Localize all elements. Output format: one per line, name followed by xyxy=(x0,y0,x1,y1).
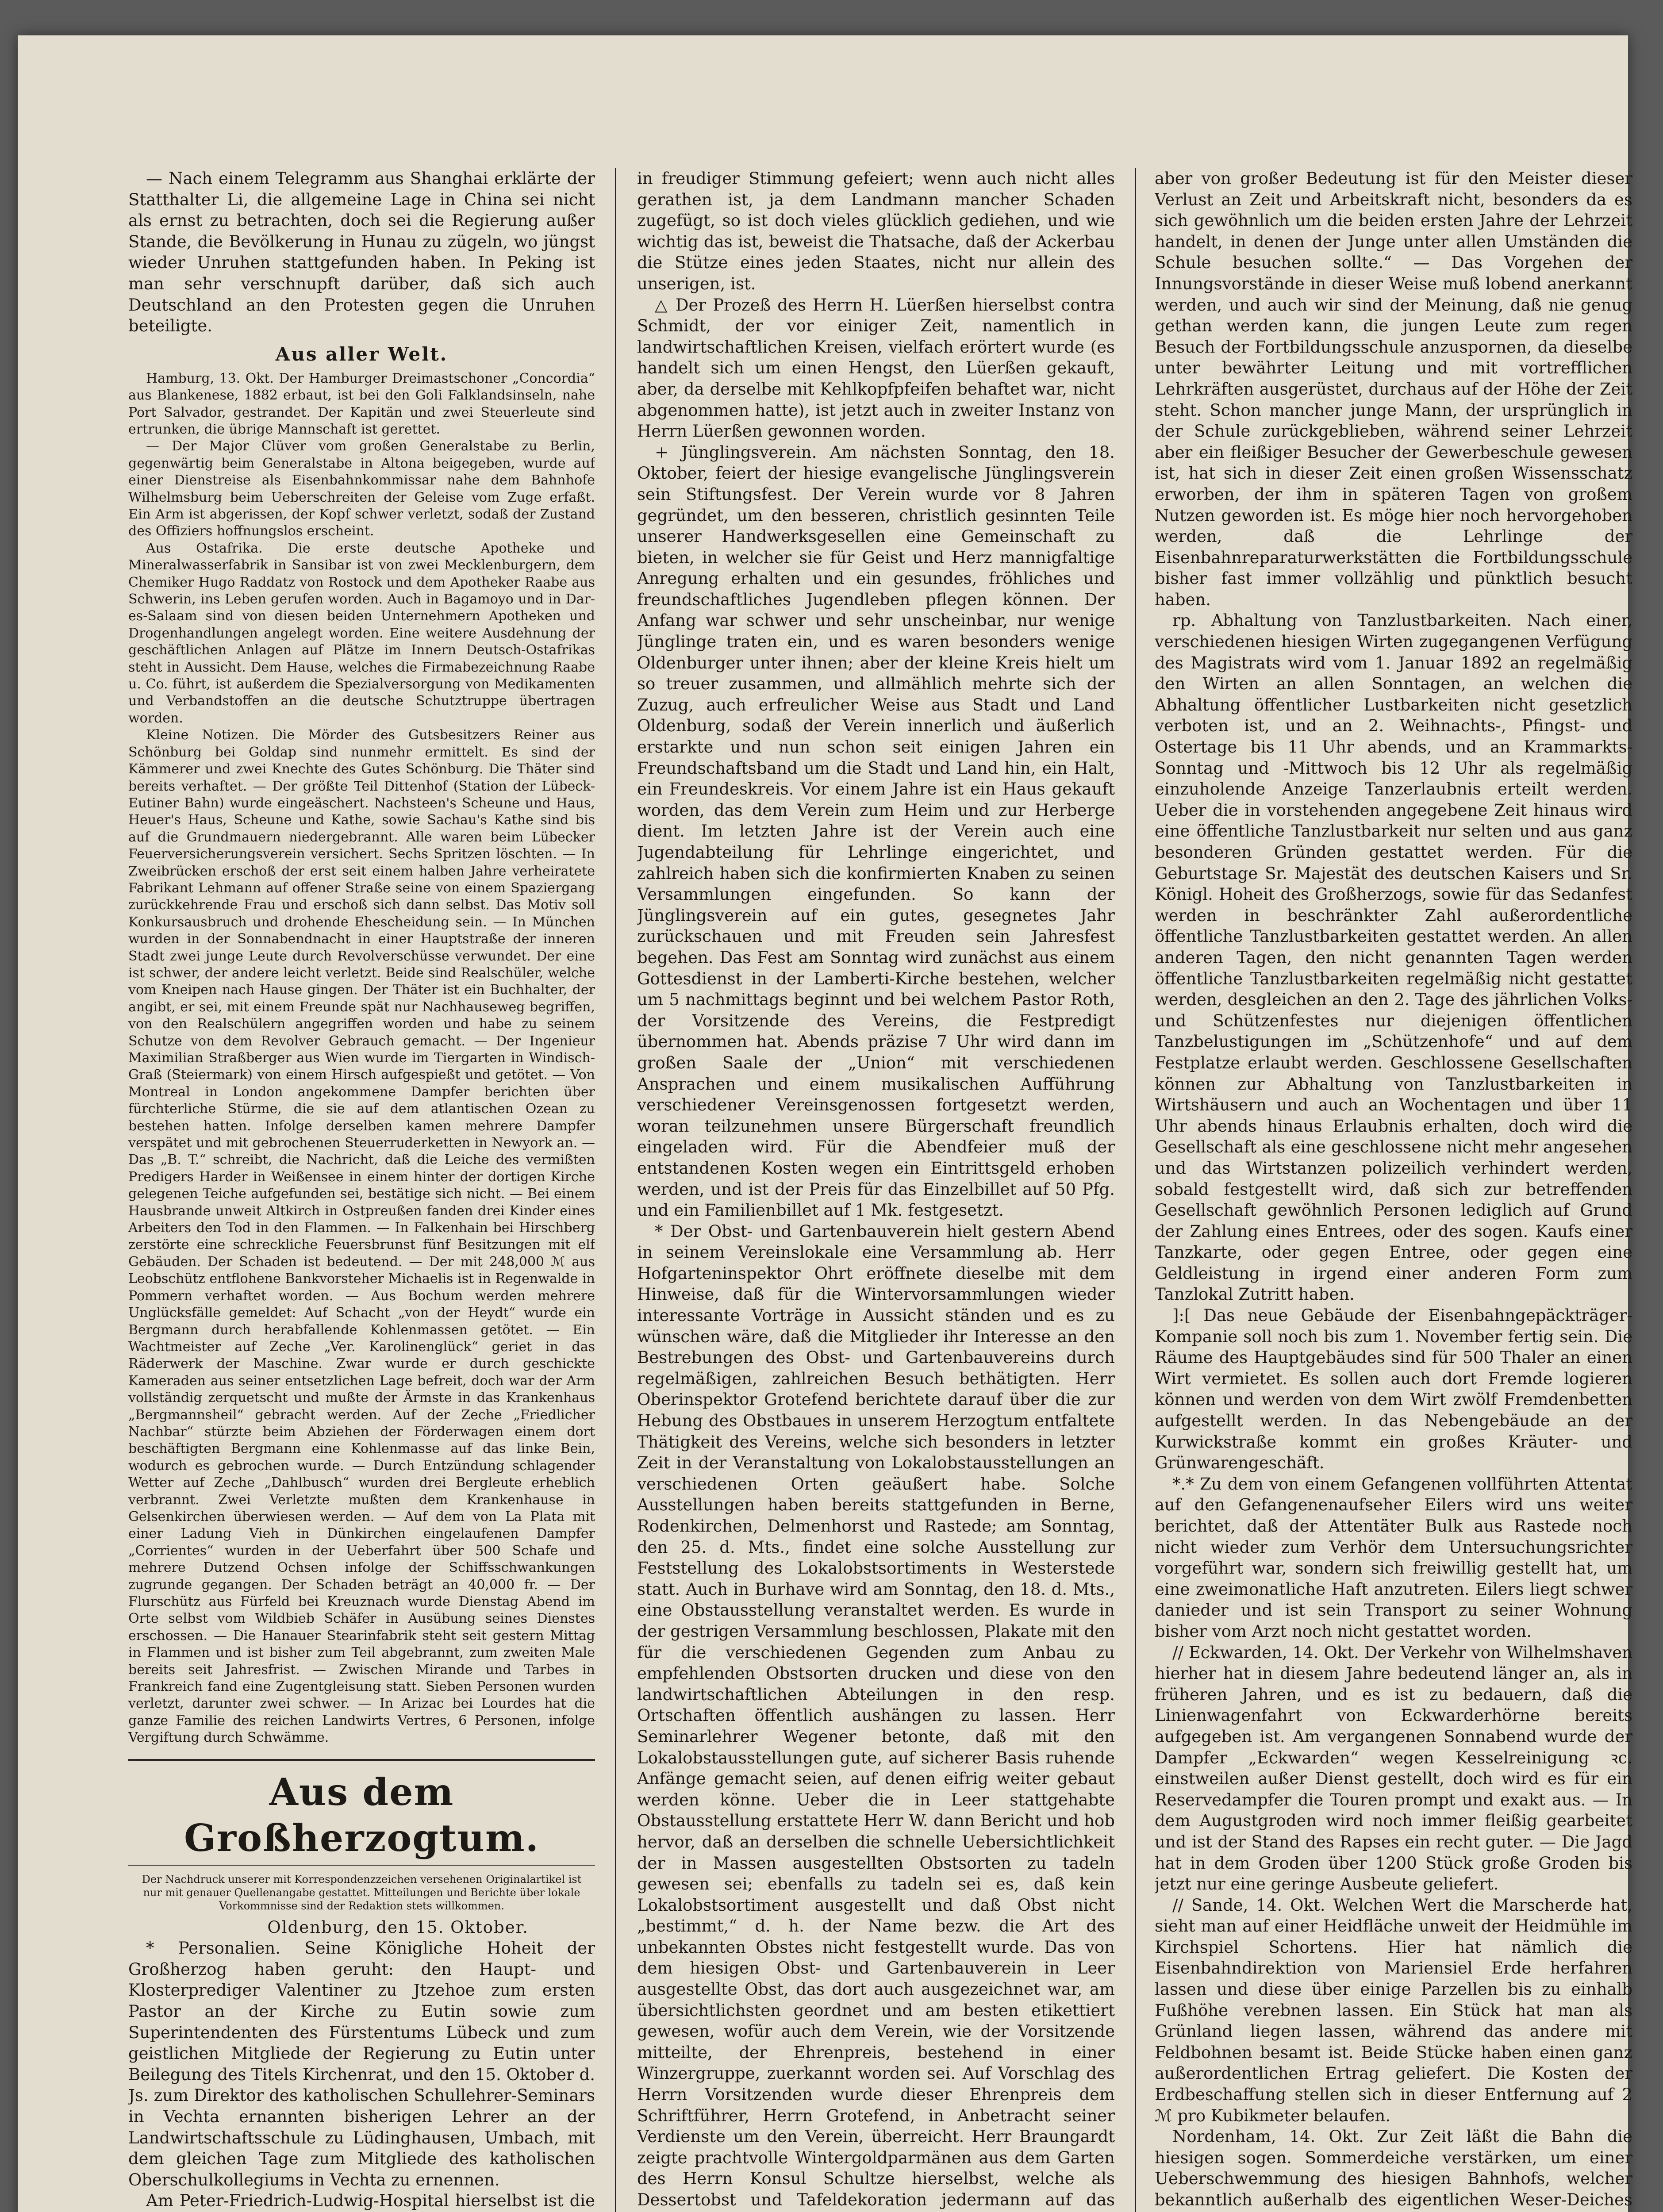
column-left xyxy=(128,168,595,2212)
section-heading-aus-aller-welt: Aus aller Welt. xyxy=(275,343,448,365)
article-personalien: * Personalien. Seine Königliche Hoheit der Großherzog haben geruht: den Haupt- und Klosterprediger Valentiner zu Jtzehoe zum ersten Pastor an der Kirche zu Eutin sowie zum Superintendenten des Fürstentums Lübeck und zum geistlichen Mitgliede der Regierung zu Eutin unter Beilegung des Titels Kirchenrat, und den 15. Oktober d. Js. zum Direktor des katholischen Schullehrer-Seminars in Vechta ernannten bisherigen Lehrer an der Landwirtschaftsschule zu Lüdinghausen, Umbach, mit dem gleichen Tage zum Mitgliede des katholischen Oberschulkollegiums in Vechta zu ernennen. xyxy=(128,1939,595,2189)
article-tanzlustbarkeiten: rp. Abhaltung von Tanzlustbarkeiten. Nach einer, verschiedenen hiesigen Wirten zugegangenen Verfügung des Magistrats wird vom 1. Januar 1892 an regelmäßig den Wirten an allen Sonntagen, an welchen die Abhaltung öffentlicher Lustbarkeiten nicht gesetzlich verboten ist, und an 2. Weihnachts-, Pfingst- und Ostertage bis 11 Uhr abends, und an Krammarkts-Sonntag und -Mittwoch bis 12 Uhr als regelmäßig einzuholende Anzeige Tanzerlaubnis erteilt werden. Ueber die in vorstehenden angegebene Zeit hinaus wird eine öffentliche Tanzlustbarkeit nur selten und aus ganz besonderen Gründen gestattet werden. Für die Geburtstage Sr. Majestät des deutschen Kaisers und Sr. Königl. Hoheit des Großherzogs, sowie für das Sedanfest werden in beschränkter Zahl außerordentliche öffentliche Tanzlustbarkeiten gestattet werden. An allen anderen Tagen, den nicht genannten Tagen werden öffentliche Tanzlustbarkeiten regelmäßig nicht gestattet werden, desgleichen an den 2. Tage des jährlichen Volks- und Schützenfestes nur diejenigen öffentlichen Tanzbelustigungen im „Schützenhofe“ und auf dem Festplatze erlaubt werden. Geschlossene Gesellschaften können zur Abhaltung von Tanzlustbarkeiten in Wirtshäusern und auch an Wochentagen und über 11 Uhr abends hinaus Erlaubnis erhalten, doch wird die Gesellschaft als eine geschlossene nicht mehr angesehen und das Wirtstanzen polizeilich verhindert werden, sobald festgestellt wird, daß sich zur betreffenden Gesellschaft gewöhnlich Personen lediglich auf Grund der Zahlung eines Entrees, oder des sogen. Kaufs einer Tanzkarte, oder gegen Entree, oder gegen eine Geldleistung in irgend einer anderen Form zum Tanzlokal Zutritt haben. xyxy=(1155,611,1632,1304)
article-nordenham: Nordenham, 14. Okt. Zur Zeit läßt die Bahn die hiesigen sogen. Sommerdeiche verstärken, um einer Ueberschwemmung des hiesigen Bahnhofs, welcher bekanntlich außerhalb des eigentlichen Weser-Deiches xyxy=(1155,2127,1632,2209)
reprint-notice: Der Nachdruck unserer mit Korrespondenzzeichen versehenen Originalartikel ist nur mit genauer Quellenangabe gestattet. Mitteilungen und Berichte über lokale Vorkommnisse sind der Redaktion stets willkommen. xyxy=(142,1873,582,1912)
article-hamburg: Hamburg, 13. Okt. Der Hamburger Dreimastschoner „Concordia“ aus Blankenese, 1882 erbaut, ist bei den Goli Falklandsinseln, nahe Port Salvador, gestrandet. Der Kapitän und zwei Steuerleute sind ertrunken, die übrige Mannschaft ist gerettet. xyxy=(128,370,595,437)
column-rule xyxy=(615,168,616,2212)
article-juenglingsverein: + Jünglingsverein. Am nächsten Sonntag, den 18. Oktober, feiert der hiesige evangelische Jünglingsverein sein Stiftungsfest. Der Verein wurde vor 8 Jahren gegründet, um den besseren, christlich gesinnten Teile unserer Handwerksgesellen eine Gemeinschaft zu bieten, in welcher sie für Geist und Herz mannigfaltige Anregung erhalten und ein gesundes, fröhliches und freundschaftliches Jugendleben pflegen können. Der Anfang war schwer und sehr unscheinbar, nur wenige Jünglinge traten ein, und es waren besonders wenige Oldenburger unter ihnen; aber der kleine Kreis hielt um so treuer zusammen, und allmählich mehrte sich der Zuzug, auch erfreulicher Weise aus Stadt und Land Oldenburg, sodaß der Verein innerlich und äußerlich erstarkte und nun schon seit einigen Jahren ein Freundschaftsband um die Stadt und Land hin, ein Halt, ein Freundeskreis. Vor einem Jahre ist ein Haus gekauft worden, das dem Verein zum Heim und zur Herberge dient. Im letzten Jahre ist der Verein auch eine Jugendabteilung für Lehrlinge eingerichtet, und zahlreich haben sich die konfirmierten Knaben zu seinen Versammlungen eingefunden. So kann der Jünglingsverein auf ein gutes, gesegnetes Jahr zurückschauen und mit Freuden sein Jahresfest begehen. Das Fest am Sonntag wird zunächst aus einem Gottesdienst in der Lamberti-Kirche bestehen, welcher um 5 nachmittags beginnt und bei welchem Pastor Roth, der Vorsitzende des Vereins, die Festpredigt übernommen hat. Abends präzise 7 Uhr wird dann im großen Saale der „Union“ mit verschiedenen Ansprachen und einem musikalischen Aufführung verschiedener Vereinsgenossen fortgesetzt werden, woran teilzunehmen unsere Bürgerschaft freundlich eingeladen wird. Für die Abendfeier muß der entstandenen Kosten wegen ein Eintrittsgeld erhoben werden, und ist der Preis für das Einzelbillet auf 50 Pfg. und ein Familienbillet auf 1 Mk. festgesetzt. xyxy=(637,442,1115,1220)
article-gepaecktraeger: ]:[ Das neue Gebäude der Eisenbahngepäckträger-Kompanie soll noch bis zum 1. November fertig sein. Die Räume des Hauptgebäudes sind für 500 Thaler an einen Wirt vermietet. Es sollen auch dort Fremde logieren können und werden von dem Wirt zwölf Fremdenbetten aufgestellt werden. In das Nebengebäude an der Kurwickstraße kommt ein großes Kräuter- und Grünwarengeschäft. xyxy=(1155,1306,1632,1473)
article-china: — Nach einem Telegramm aus Shanghai erklärte der Statthalter Li, die allgemeine Lage in China sei nicht als ernst zu betrachten, doch sei die Regierung außer Stande, die Bevölkerung in Hunau zu zügeln, wo jüngst wieder Unruhen stattgefunden haben. In Peking ist man sehr verschnupft darüber, daß sich auch Deutschland an den Protesten gegen die Unruhen beteiligte. xyxy=(128,169,595,336)
column-right xyxy=(1155,168,1632,2212)
heading-rule xyxy=(128,1865,595,1866)
article-major-cluever: — Der Major Clüver vom großen Generalstabe zu Berlin, gegenwärtig beim Generalstabe in Altona beigegeben, wurde auf einer Dienstreise als Eisenbahnkommissar nahe dem Bahnhofe Wilhelmsburg beim Ueberschreiten der Geleise vom Zuge erfaßt. Ein Arm ist abgerissen, der Kopf schwer verletzt, sodaß der Zustand des Offiziers hoffnungslos erscheint. xyxy=(128,438,595,539)
dateline: Oldenburg, den 15. Oktober. xyxy=(267,1917,529,1937)
article-kleine-notizen: Kleine Notizen. Die Mörder des Gutsbesitzers Reiner aus Schönburg bei Goldap sind nunmehr ermittelt. Es sind der Kämmerer und zwei Knechte des Gutes Schönburg. Die Thäter sind bereits verhaftet. — Der größte Teil Dittenhof (Station der Lübeck-Eutiner Bahn) wurde eingeäschert. Nachsteen's Scheune und Haus, Heuer's Haus, Scheune und Kathe, sowie Sachau's Kathe sind bis auf die Grundmauern niedergebrannt. Alle waren beim Lübecker Feuerversicherungsverein versichert. Sechs Spritzen löschten. — In Zweibrücken erschoß der erst seit einem halben Jahre verheiratete Fabrikant Lehmann auf offener Straße seine von einem Spaziergang zurückkehrende Frau und erschoß sich dann selbst. Das Motiv soll Konkursausbruch und drohende Ehescheidung sein. — In München wurden in der Sonnabendnacht in einer Hauptstraße der inneren Stadt zwei junge Leute durch Revolverschüsse verwundet. Der eine ist schwer, der andere leicht verletzt. Beide sind Realschüler, welche vom Kneipen nach Hause gingen. Der Thäter ist ein Buchhalter, der angibt, er sei, mit einem Freunde spät nur Nachhauseweg begriffen, von den Realschülern angegriffen worden und habe zu seinem Schutze von dem Revolver Gebrauch gemacht. — Der Ingenieur Maximilian Straßberger aus Wien wurde im Tiergarten in Windisch-Graß (Steiermark) von einem Hirsch aufgespießt und getötet. — Von Montreal in London angekommene Dampfer berichten über fürchterliche Stürme, die sie auf dem atlantischen Ozean zu bestehen hatten. Infolge derselben kamen mehrere Dampfer verspätet und mit gebrochenen Steuerruderketten in Newyork an. — Das „B. T.“ schreibt, die Nachricht, daß die Leiche des vermißten Predigers Harder in Weißensee in einem hinter der dortigen Kirche gelegenen Teiche aufgefunden sei, bestätige sich nicht. — Bei einem Hausbrande unweit Altkirch in Ostpreußen fanden drei Kinder eines Arbeiters den Tod in den Flammen. — In Falkenhain bei Hirschberg zerstörte eine schreckliche Feuersbrunst fünf Besitzungen mit elf Gebäuden. Der Schaden ist bedeutend. — Der mit 248,000 ℳ aus Leobschütz entflohene Bankvorsteher Michaelis ist in Regenwalde in Pommern verhaftet worden. — Aus Bochum werden mehrere Unglücksfälle gemeldet: Auf Schacht „von der Heydt“ wurde ein Bergmann durch herabfallende Kohlenmassen getötet. — Ein Wachtmeister auf Zeche „Ver. Karolinenglück“ geriet in das Räderwerk der Maschine. Zwar wurde er durch geschickte Kameraden aus seiner entsetzlichen Lage befreit, doch war der Arm vollständig zerquetscht und mußte der Ärmste in das Krankenhaus „Bergmannsheil“ gebracht werden. Auf der Zeche „Friedlicher Nachbar“ stürzte beim Abziehen der Förderwagen einem dort beschäftigten Bergmann eine Kohlenmasse auf das linke Bein, wodurch es gebrochen wurde. — Durch Entzündung schlagender Wetter auf Zeche „Dahlbusch“ wurden drei Bergleute erheblich verbrannt. Zwei Verletzte mußten dem Krankenhause in Gelsenkirchen überwiesen werden. — Auf dem von La Plata mit einer Ladung Vieh in Dünkirchen eingelaufenen Dampfer „Corrientes“ wurden in der Ueberfahrt über 500 Schafe und mehrere Dutzend Ochsen infolge der Schiffsschwankungen zugrunde gegangen. Der Schaden beträgt an 40,000 fr. — Der Flurschütz aus Fürfeld bei Kreuznach wurde Dienstag Abend im Orte selbst vom Wildbieb Schäfer in Ausübung seines Dienstes erschossen. — Die Hanauer Stearinfabrik steht seit gestern Mittag in Flammen und ist bisher zum Teil abgebrannt, zum zweiten Male bereits seit Jahresfrist. — Zwischen Mirande und Tarbes in Frankreich fand eine Zugentgleisung statt. Sieben Personen wurden verletzt, darunter zwei schwer. — In Arizac bei Lourdes hat die ganze Familie des reichen Landwirts Vertres, 6 Personen, infolge Vergiftung durch Schwämme. xyxy=(128,727,595,1746)
page-body xyxy=(128,168,1632,2212)
column-middle xyxy=(637,168,1115,2212)
article-ostafrika: Aus Ostafrika. Die erste deutsche Apotheke und Mineralwasserfabrik in Sansibar ist von zwei Mecklenburgern, dem Chemiker Hugo Raddatz von Rostock und dem Apotheker Raabe aus Schwerin, ins Leben gerufen worden. Auch in Bagamoyo und in Dar-es-Salaam sind von diesen beiden Unternehmern Apotheken und Drogenhandlungen angelegt worden. Eine weitere Ausdehnung der geschäftlichen Anlagen auf Plätze im Innern Deutsch-Ostafrikas steht in Aussicht. Dem Hause, welches die Firmabezeichnung Raabe u. Co. führt, ist außerdem die Spezialversorgung von Medikamenten und Verbandstoffen an die deutsche Schutztruppe übertragen worden. xyxy=(128,540,595,726)
newspaper-page xyxy=(18,35,1632,2212)
column-rule xyxy=(1135,168,1136,2212)
article-sande: // Sande, 14. Okt. Welchen Wert die Marscherde hat, sieht man auf einer Heidfläche unweit der Heidmühle im Kirchspiel Schortens. Hier hat nämlich die Eisenbahndirektion von Mariensiel Erde herfahren lassen und diese über einige Parzellen bis zu einhalb Fußhöhe verebnen lassen. Ein Stück hat man als Grünland liegen lassen, während das andere mit Feldbohnen besamt ist. Beide Stücke haben einen ganz außerordentlichen Ertrag geliefert. Die Kosten der Erdbeschaffung stellen sich in dieser Entfernung auf 2 ℳ pro Kubikmeter belaufen. xyxy=(1155,1895,1632,2125)
article-prozess: △ Der Prozeß des Herrn H. Lüerßen hierselbst contra Schmidt, der vor einiger Zeit, namentlich in landwirtschaftlichen Kreisen, vielfach erörtert wurde (es handelt sich um einen Hengst, den Lüerßen gekauft, aber, da derselbe mit Kehlkopfpfeifen behaftet war, nicht abgenommen hatte), ist jetzt auch in zweiter Instanz von Herrn Lüerßen gewonnen worden. xyxy=(637,295,1115,441)
article-erntedankfest-continued: in freudiger Stimmung gefeiert; wenn auch nicht alles gerathen ist, ja dem Landmann mancher Schaden zugefügt, so ist doch vieles glücklich gediehen, und wie wichtig das ist, beweist die Thatsache, daß der Ackerbau die Stütze eines jeden Staates, nicht nur allein des unserigen, ist. xyxy=(637,169,1115,293)
article-hospital: Am Peter-Friedrich-Ludwig-Hospital hierselbst ist die xyxy=(146,2191,595,2211)
article-gewerbeschule-continued: aber von großer Bedeutung ist für den Meister dieser Verlust an Zeit und Arbeitskraft nicht, besonders da es sich gewöhnlich um die beiden ersten Jahre der Lehrzeit handelt, in denen der Junge unter allen Umständen die Schule besuchen sollte.“ — Das Vorgehen der Innungsvorstände in dieser Weise muß lobend anerkannt werden, und auch wir sind der Meinung, daß nie genug gethan werden kann, die jungen Leute zum regen Besuch der Fortbildungsschule anzuspornen, da dieselbe unter bewährter Leitung und mit vortrefflichen Lehrkräften ausgerüstet, durchaus auf der Höhe der Zeit steht. Schon mancher junge Mann, der ursprünglich in der Schule zurückgeblieben, während seiner Lehrzeit aber ein fleißiger Besucher der Gewerbeschule gewesen ist, hat sich in dieser Zeit einen großen Wissensschatz erworben, der ihm in späteren Tagen von großem Nutzen geworden ist. Es möge hier noch hervorgehoben werden, daß die Lehrlinge der Eisenbahnreparaturwerkstätten die Fortbildungsschule bisher fast immer vollzählig und pünktlich besucht haben. xyxy=(1155,169,1632,609)
article-eckwarden: // Eckwarden, 14. Okt. Der Verkehr von Wilhelmshaven hierher hat in diesem Jahre bedeutend länger an, als in früheren Jahren, und es ist zu bedauern, daß die Linienwagenfahrt von Eckwarderhörne bereits aufgegeben ist. Am vergangenen Sonnabend wurde der Dampfer „Eckwarden“ wegen Kesselreinigung ꝛc. einstweilen außer Dienst gestellt, doch wird es für ein Reservedampfer die Touren prompt und exakt aus. — In dem Augustgroden wird noch immer fleißig gearbeitet und ist der Stand des Rapses ein recht guter. — Die Jagd hat in dem Groden über 1200 Stück große Groden bis jetzt nur eine geringe Ausbeute geliefert. xyxy=(1155,1643,1632,1894)
article-attentat: *.* Zu dem von einem Gefangenen vollführten Attentat auf den Gefangenenaufseher Eilers wird uns weiter berichtet, daß der Attentäter Bulk aus Rastede noch nicht wieder zum Verhör dem Untersuchungsrichter vorgeführt war, sondern sich freiwillig gestellt hat, um eine zweimonatliche Haft anzutreten. Eilers liegt schwer danieder und ist sein Transport zu seiner Wohnung bisher vom Arzt noch nicht gestattet worden. xyxy=(1155,1474,1632,1641)
section-heading-grossherzogtum: Aus dem Großherzogtum. xyxy=(184,1770,540,1860)
article-obst-gartenbauverein: * Der Obst- und Gartenbauverein hielt gestern Abend in seinem Vereinslokale eine Versammlung ab. Herr Hofgarteninspektor Ohrt eröffnete dieselbe mit dem Hinweise, daß für die Wintervorsammlungen wieder interessante Vorträge in Aussicht ständen und es zu wünschen wäre, daß die Mitglieder ihr Interesse an den Bestrebungen des Obst- und Gartenbauvereins durch regelmäßigen, zahlreichen Besuch bethätigten. Herr Oberinspektor Grotefend berichtete darauf über die zur Hebung des Obstbaues in unserem Herzogtum entfaltete Thätigkeit des Vereins, welche sich besonders in letzter Zeit in der Veranstaltung von Lokalobstausstellungen an verschiedenen Orten geäußert habe. Solche Ausstellungen haben bereits stattgefunden in Berne, Rodenkirchen, Delmenhorst und Rastede; am Sonntag, den 25. d. Mts., findet eine solche Ausstellung zur Feststellung des Lokalobstsortiments in Westerstede statt. Auch in Burhave wird am Sonntag, den 18. d. Mts., eine Obstausstellung veranstaltet werden. Es wurde in der gestrigen Versammlung beschlossen, Plakate mit den für die verschiedenen Gegenden zum Anbau zu empfehlenden Obstsorten drucken und diese von den landwirtschaftlichen Abteilungen in den resp. Ortschaften öffentlich aushängen zu lassen. Herr Seminarlehrer Wegener betonte, daß mit den Lokalobstausstellungen gute, auf sicherer Basis ruhende Anfänge gemacht seien, auf denen eifrig weiter gebaut werden könne. Ueber die in Leer stattgehabte Obstausstellung erstattete Herr W. dann Bericht und hob hervor, daß an derselben die schnelle Uebersichtlichkeit der in Massen ausgestellten Obstsorten zu tadeln gewesen sei; ebenfalls zu tadeln sei es, daß kein Lokalobstsortiment ausgestellt und daß Obst nicht „bestimmt,“ d. h. der Name bezw. die Art des unbekannten Obstes nicht festgestellt wurde. Das von dem hiesigen Obst- und Gartenbauverein in Leer ausgestellte Obst, das dort auch ausgezeichnet war, am übersichtlichsten geordnet und am besten etikettiert gewesen, wofür auch dem Verein, wie der Vorsitzende mitteilte, der Ehrenpreis, bestehend in einer Winzergruppe, zuerkannt worden sei. Auf Vorschlag des Herrn Vorsitzenden wurde dieser Ehrenpreis dem Schriftführer, Herrn Grotefend, in Anbetracht seiner Verdienste um den Verein, überreicht. Herr Braungardt zeigte prachtvolle Wintergoldparmänen aus dem Garten des Herrn Konsul Schultze hierselbst, welche als Dessertobst und Tafeldekoration jedermann auf das xyxy=(637,1221,1115,2209)
section-divider xyxy=(128,1759,595,1761)
